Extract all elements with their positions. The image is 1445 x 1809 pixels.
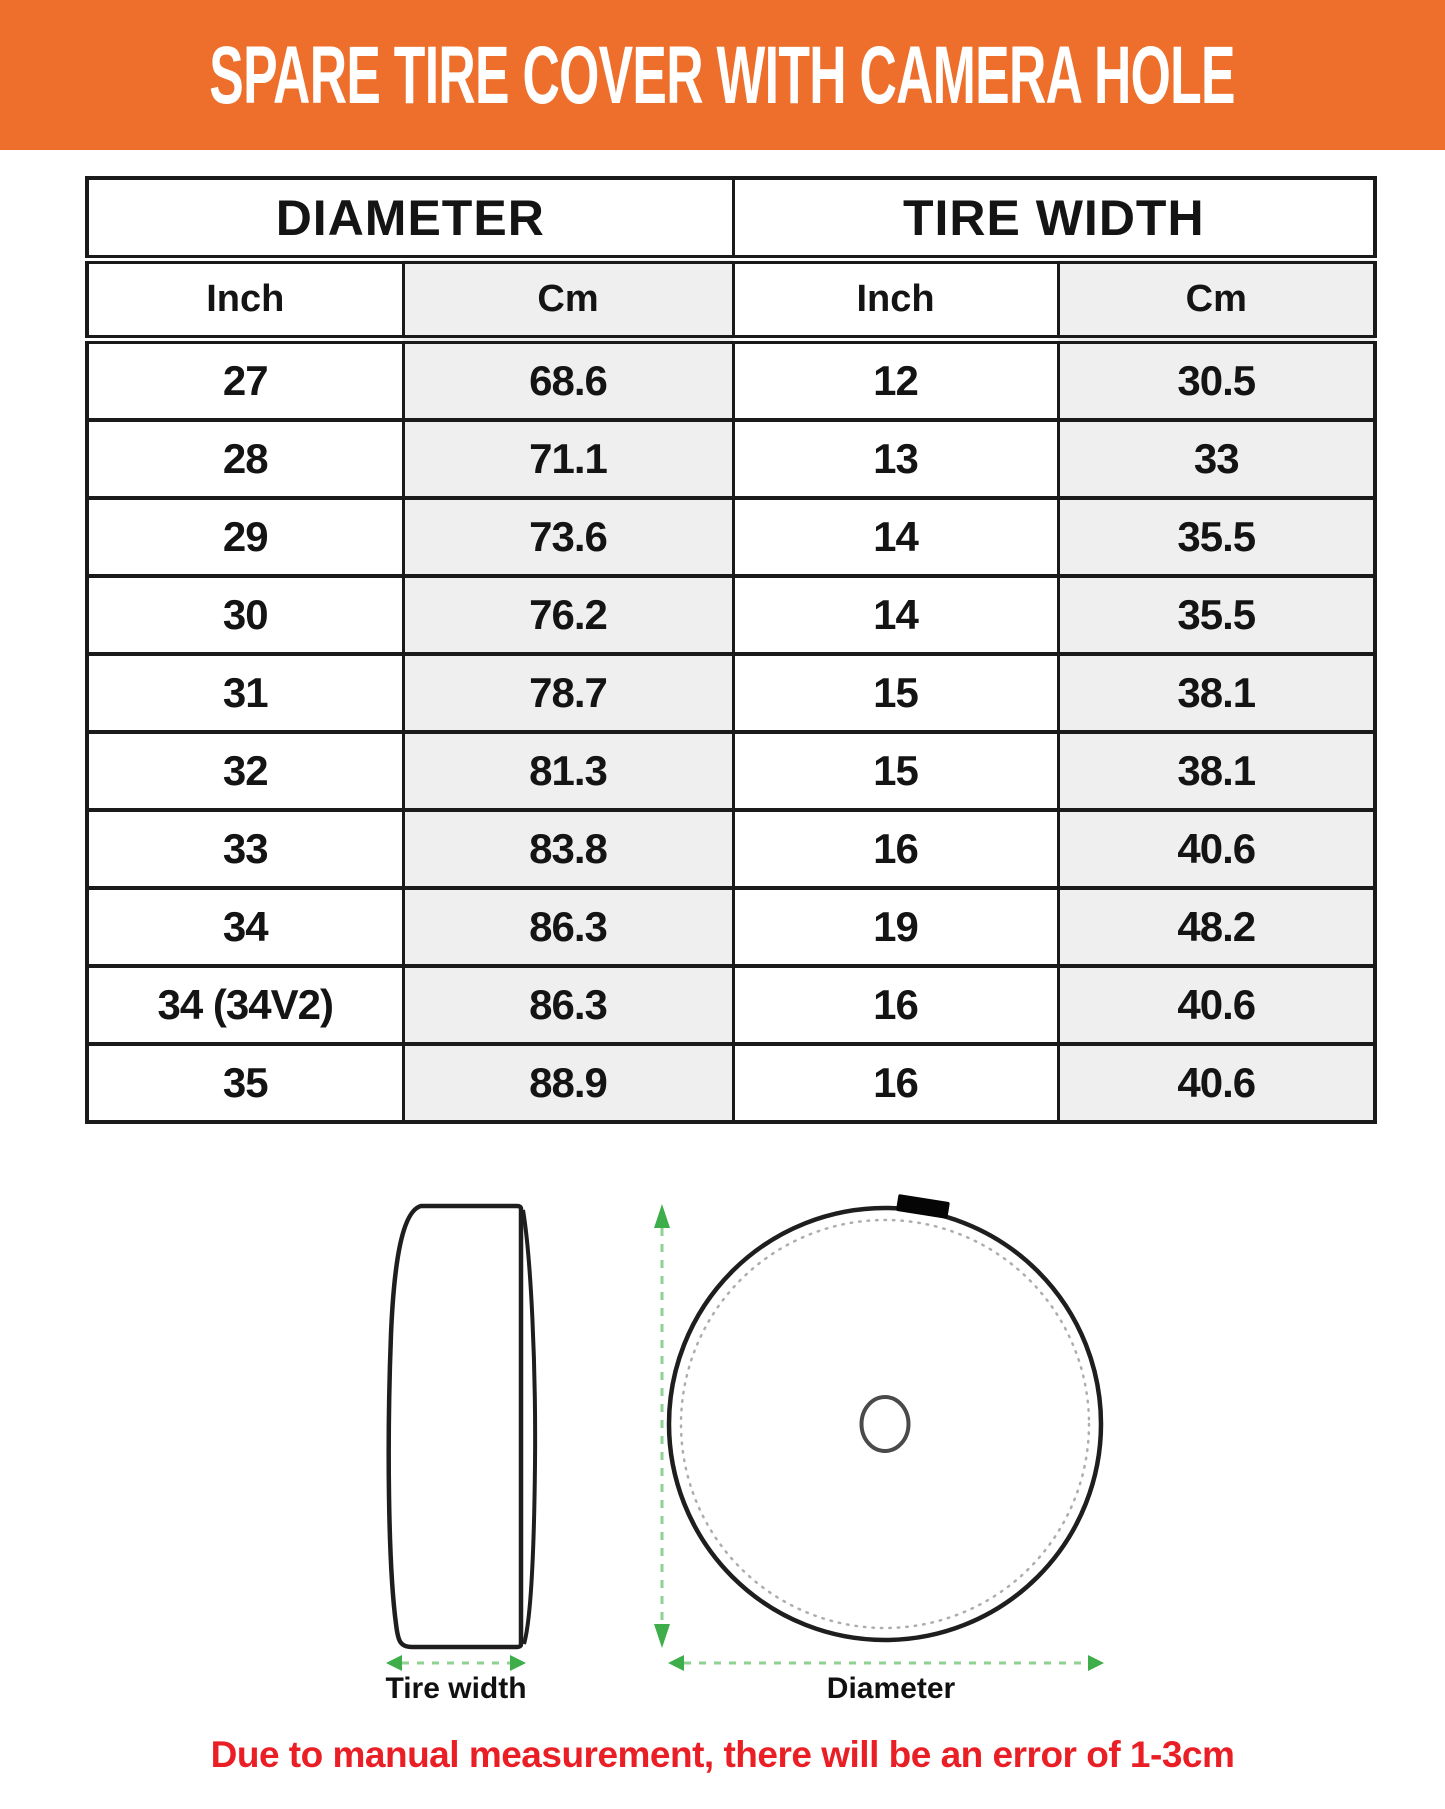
cell-width-inch: 16	[733, 810, 1058, 888]
camera-hole-circle	[862, 1397, 909, 1451]
cell-width-inch: 14	[733, 498, 1058, 576]
table-row	[87, 966, 1375, 1044]
cell-diameter-cm: 81.3	[403, 732, 733, 810]
cell-diameter-inch: 29	[87, 498, 403, 576]
tire-width-arrow	[386, 1655, 526, 1671]
cell-diameter-inch: 28	[87, 420, 403, 498]
cell-diameter-cm: 83.8	[403, 810, 733, 888]
cell-width-cm: 40.6	[1058, 810, 1375, 888]
size-table-wrapper	[85, 176, 1373, 1124]
cell-diameter-inch: 34	[87, 888, 403, 966]
cell-diameter-cm: 86.3	[403, 888, 733, 966]
cell-width-cm: 33	[1058, 420, 1375, 498]
cell-diameter-cm: 68.6	[403, 340, 733, 421]
cell-width-inch: 14	[733, 576, 1058, 654]
unit-header-cm-diameter: Cm	[403, 260, 733, 340]
table-row	[87, 888, 1375, 966]
unit-header-cm-width: Cm	[1058, 260, 1375, 340]
cell-width-cm: 40.6	[1058, 1044, 1375, 1122]
measurement-error-note: Due to manual measurement, there will be an error of 1-3cm	[210, 1734, 1235, 1775]
cell-diameter-cm: 86.3	[403, 966, 733, 1044]
cell-diameter-cm: 88.9	[403, 1044, 733, 1122]
cell-width-cm: 38.1	[1058, 654, 1375, 732]
title-banner	[0, 0, 1445, 150]
tire-front-view-drawing	[669, 1194, 1101, 1640]
cell-width-cm: 40.6	[1058, 966, 1375, 1044]
cell-width-inch: 16	[733, 966, 1058, 1044]
diameter-label: Diameter	[826, 1672, 956, 1705]
page-title: SPARE TIRE COVER WITH CAMERA HOLE	[209, 29, 1236, 121]
cell-width-inch: 19	[733, 888, 1058, 966]
tire-side-view-drawing	[389, 1206, 535, 1647]
table-row	[87, 732, 1375, 810]
cell-width-inch: 12	[733, 340, 1058, 421]
cell-diameter-inch: 31	[87, 654, 403, 732]
table-row	[87, 810, 1375, 888]
cell-width-cm: 30.5	[1058, 340, 1375, 421]
unit-header-inch-diameter: Inch	[87, 260, 403, 340]
diameter-horizontal-arrow	[668, 1655, 1104, 1671]
cell-width-cm: 48.2	[1058, 888, 1375, 966]
table-unit-header-row	[87, 260, 1375, 340]
tire-measurement-diagram	[0, 1186, 1445, 1746]
cell-diameter-inch: 27	[87, 340, 403, 421]
cell-diameter-inch: 34 (34V2)	[87, 966, 403, 1044]
group-header-diameter: DIAMETER	[87, 178, 733, 260]
cell-diameter-cm: 76.2	[403, 576, 733, 654]
table-row	[87, 420, 1375, 498]
cell-width-inch: 15	[733, 732, 1058, 810]
cell-width-inch: 15	[733, 654, 1058, 732]
cell-diameter-inch: 33	[87, 810, 403, 888]
cell-diameter-cm: 71.1	[403, 420, 733, 498]
cell-width-cm: 35.5	[1058, 498, 1375, 576]
cell-diameter-inch: 32	[87, 732, 403, 810]
unit-header-inch-width: Inch	[733, 260, 1058, 340]
cell-diameter-inch: 35	[87, 1044, 403, 1122]
cell-width-cm: 38.1	[1058, 732, 1375, 810]
table-row	[87, 576, 1375, 654]
cell-width-cm: 35.5	[1058, 576, 1375, 654]
group-header-tire-width: TIRE WIDTH	[733, 178, 1375, 260]
table-row	[87, 654, 1375, 732]
cell-width-inch: 16	[733, 1044, 1058, 1122]
cell-diameter-cm: 73.6	[403, 498, 733, 576]
tire-width-label: Tire width	[385, 1672, 527, 1705]
cell-diameter-cm: 78.7	[403, 654, 733, 732]
size-table	[85, 176, 1377, 1124]
cell-width-inch: 13	[733, 420, 1058, 498]
table-row	[87, 498, 1375, 576]
cell-diameter-inch: 30	[87, 576, 403, 654]
table-group-header-row	[87, 178, 1375, 260]
table-row	[87, 1044, 1375, 1122]
table-row	[87, 340, 1375, 421]
